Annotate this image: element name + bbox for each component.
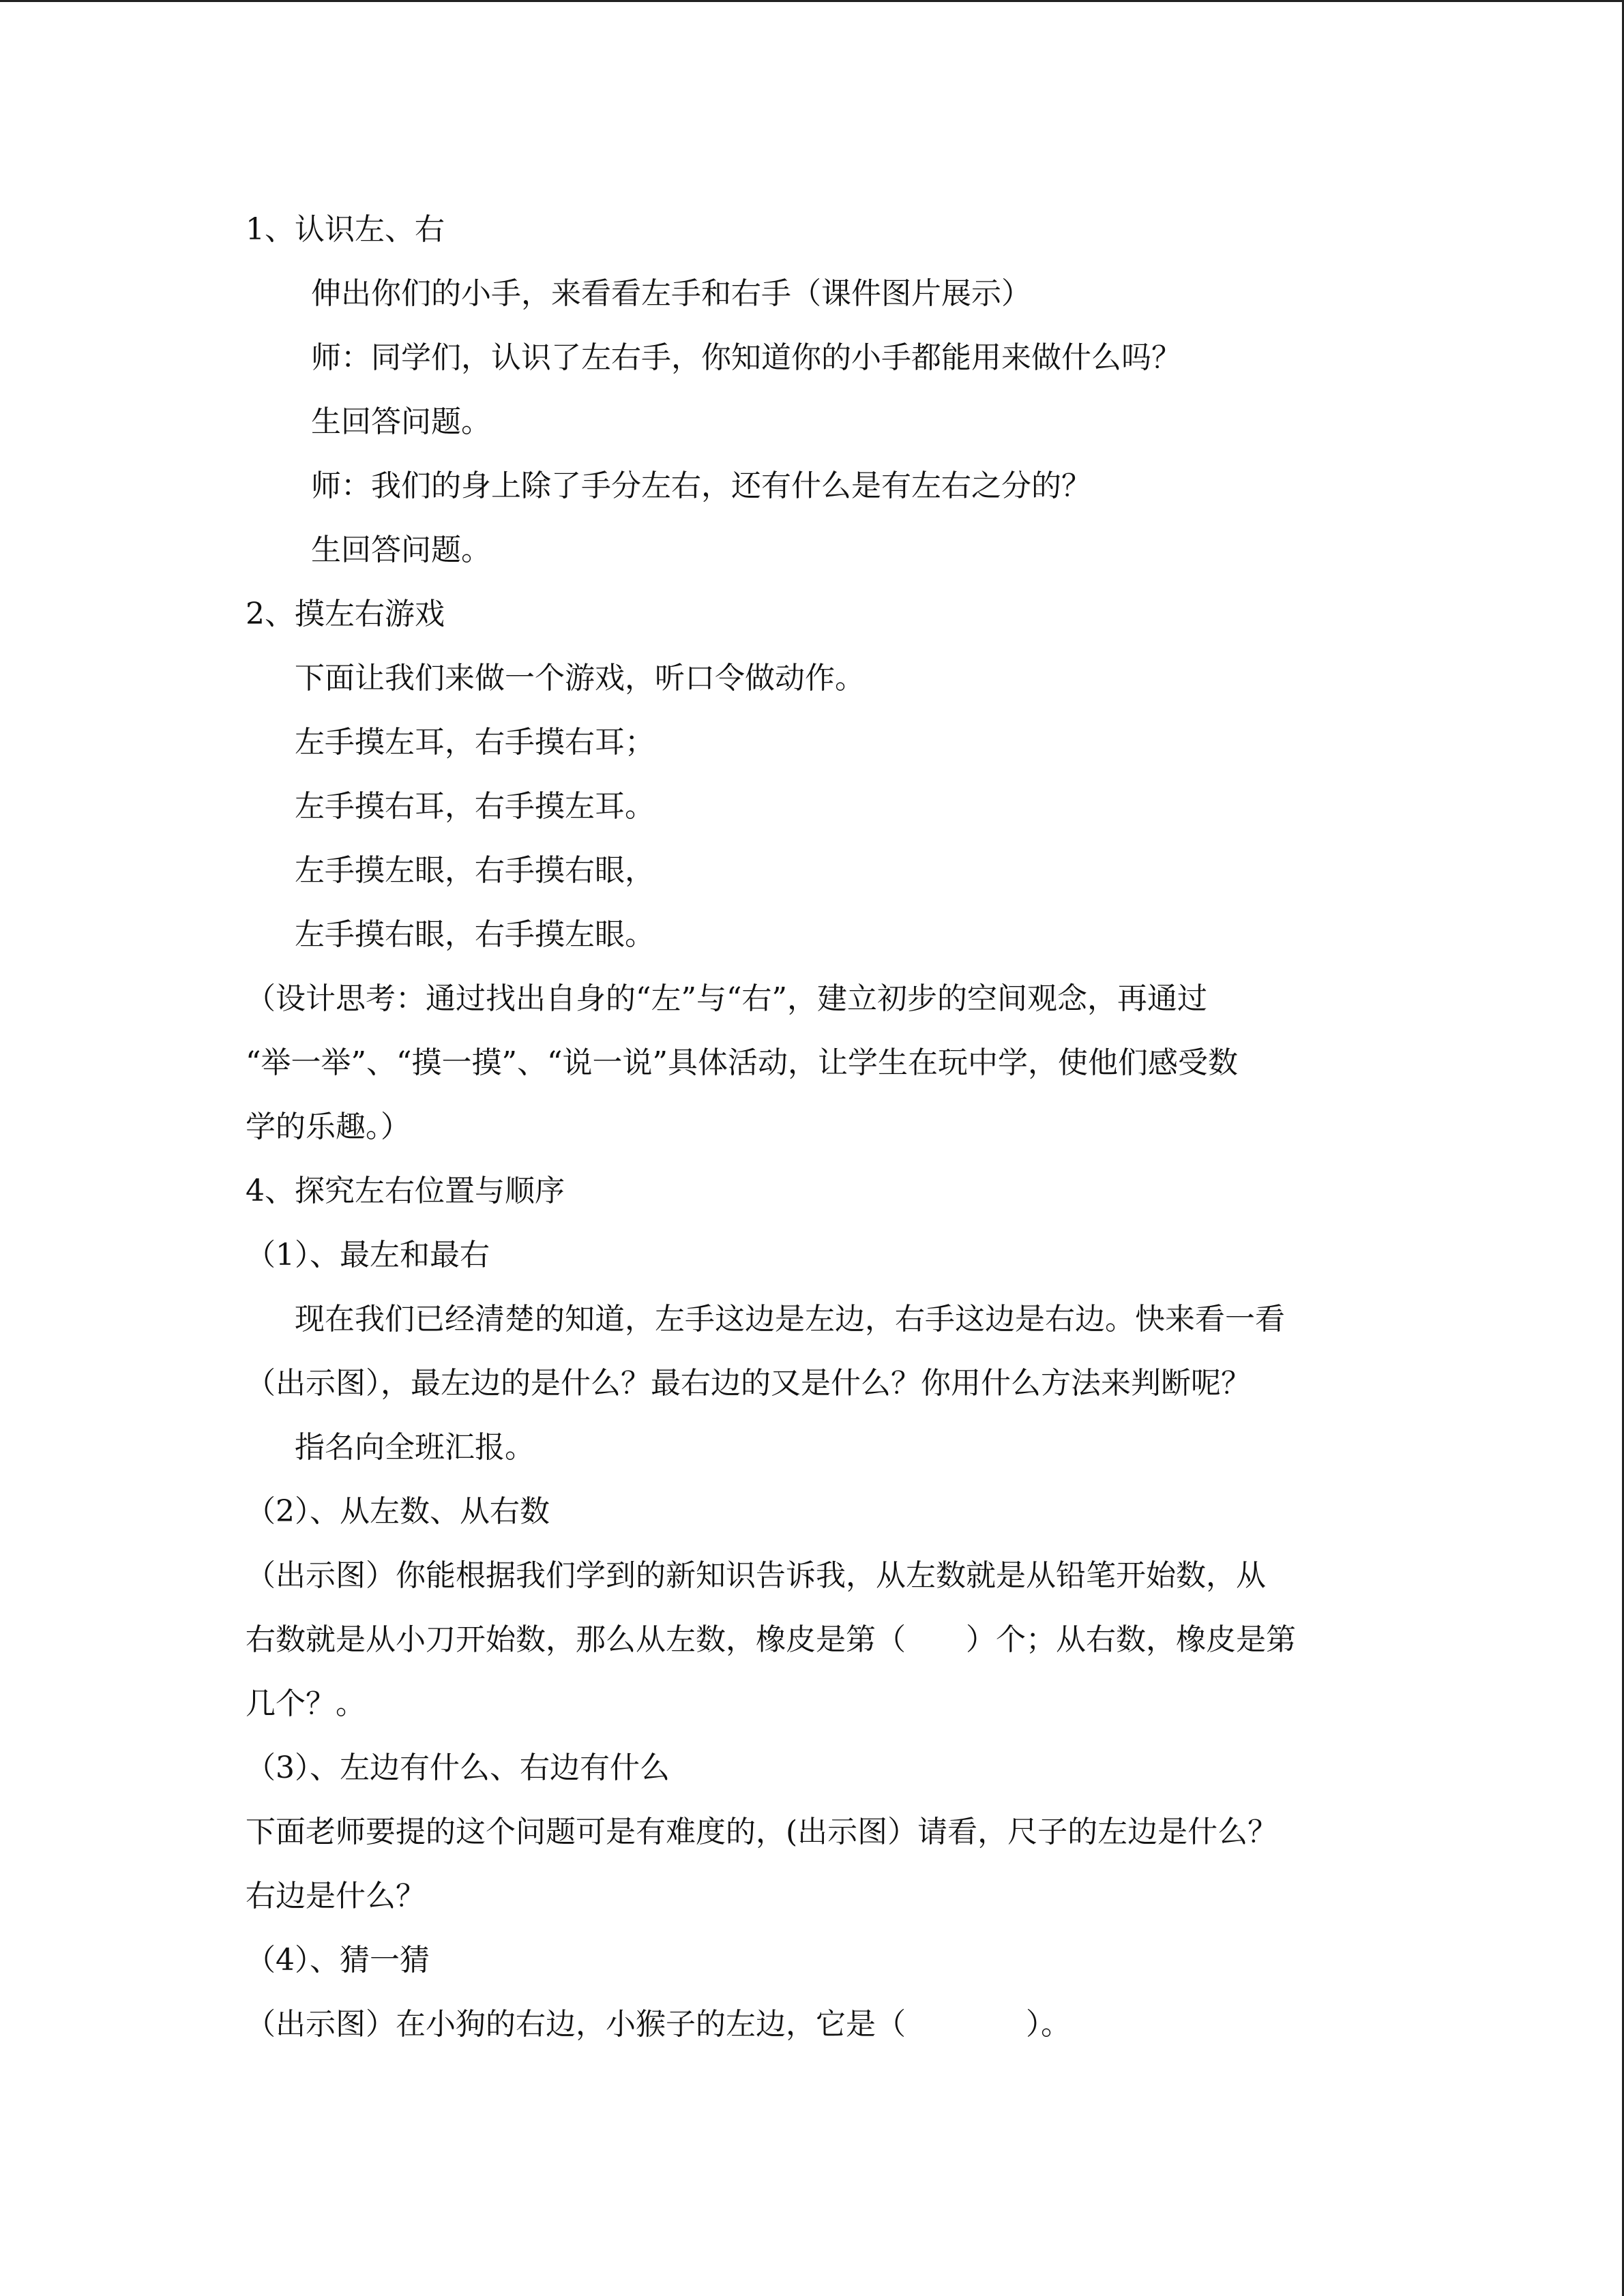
game-instruction-line: 左手摸左耳，右手摸右耳； [295, 725, 655, 760]
subsection-heading: （3）、左边有什么、右边有什么 [246, 1750, 670, 1785]
student-line: 生回答问题。 [311, 404, 491, 439]
paragraph-line: （出示图）你能根据我们学到的新知识告诉我，从左数就是从铅笔开始数，从 [246, 1558, 1266, 1593]
design-note-line: “举一举”、“摸一摸”、“说一说”具体活动，让学生在玩中学，使他们感受数 [246, 1045, 1238, 1080]
paragraph-line: （出示图）在小狗的右边，小猴子的左边，它是（ ）。 [246, 2007, 1071, 2042]
teacher-line: 师：同学们，认识了左右手，你知道你的小手都能用来做什么吗？ [311, 340, 1181, 375]
design-note-line: 学的乐趣。） [246, 1109, 411, 1144]
section-heading-4: 4、探究左右位置与顺序 [246, 1174, 565, 1208]
game-instruction-line: 左手摸右耳，右手摸左耳。 [295, 789, 655, 824]
paragraph-line: 现在我们已经清楚的知道，左手这边是左边，右手这边是右边。快来看一看 [295, 1302, 1285, 1337]
page-top-border [0, 0, 1624, 2]
subsection-heading: （4）、猜一猜 [246, 1943, 430, 1978]
paragraph-line: 几个？。 [246, 1686, 366, 1721]
document-page [246, 198, 1391, 2057]
paragraph-line: 伸出你们的小手，来看看左手和右手（课件图片展示） [311, 276, 1031, 311]
paragraph-line: 右数就是从小刀开始数，那么从左数，橡皮是第（ ）个；从右数，橡皮是第 [246, 1622, 1296, 1657]
paragraph-line: （出示图），最左边的是什么？最右边的又是什么？你用什么方法来判断呢？ [246, 1366, 1251, 1401]
subsection-heading: （2）、从左数、从右数 [246, 1494, 550, 1529]
game-instruction-line: 左手摸左眼，右手摸右眼， [295, 853, 655, 888]
subsection-heading: （1）、最左和最右 [246, 1238, 490, 1272]
paragraph-line: 下面老师要提的这个问题可是有难度的，(出示图）请看，尺子的左边是什么？ [246, 1815, 1278, 1849]
paragraph-line: 右边是什么？ [246, 1879, 426, 1913]
paragraph-line: 下面让我们来做一个游戏，听口令做动作。 [295, 661, 865, 696]
game-instruction-line: 左手摸右眼，右手摸左眼。 [295, 917, 655, 952]
paragraph-line: 指名向全班汇报。 [295, 1430, 535, 1465]
teacher-line: 师：我们的身上除了手分左右，还有什么是有左右之分的？ [311, 468, 1091, 503]
section-heading-2: 2、摸左右游戏 [246, 597, 445, 631]
design-note-line: （设计思考：通过找出自身的“左”与“右”，建立初步的空间观念，再通过 [246, 981, 1207, 1016]
section-heading-1: 1、认识左、右 [246, 212, 445, 247]
student-line: 生回答问题。 [311, 533, 491, 567]
